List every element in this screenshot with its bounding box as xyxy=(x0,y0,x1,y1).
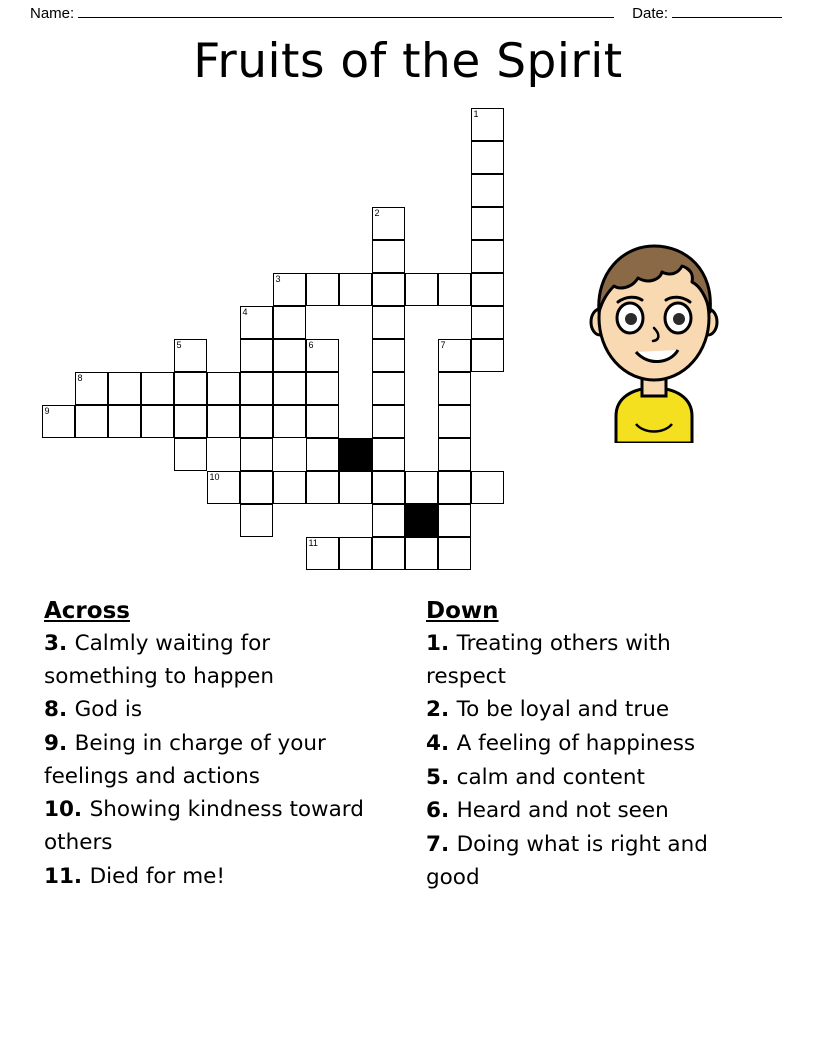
across-clue xyxy=(44,728,374,793)
cell-number: 6 xyxy=(308,340,314,350)
across-clue-list xyxy=(44,628,374,893)
grid-block xyxy=(405,504,438,537)
crossword-grid[interactable] xyxy=(42,108,542,593)
clue-text: To be loyal and true xyxy=(456,697,670,723)
grid-cell[interactable] xyxy=(438,405,471,438)
boy-face-illustration xyxy=(574,238,734,443)
across-clue xyxy=(44,628,374,693)
grid-cell[interactable] xyxy=(141,405,174,438)
grid-cell[interactable] xyxy=(339,537,372,570)
clue-text: Died for me! xyxy=(89,863,226,889)
cell-number: 4 xyxy=(242,307,248,317)
grid-cell[interactable] xyxy=(174,339,207,372)
grid-cell[interactable] xyxy=(75,372,108,405)
grid-cell[interactable] xyxy=(240,438,273,471)
down-column xyxy=(426,598,756,895)
down-clue-list xyxy=(426,628,756,894)
grid-cell[interactable] xyxy=(372,240,405,273)
grid-block xyxy=(339,438,372,471)
grid-cell[interactable] xyxy=(438,504,471,537)
grid-cell[interactable] xyxy=(405,471,438,504)
clue-number: 1. xyxy=(426,631,457,656)
clue-number: 10. xyxy=(44,797,90,823)
grid-cell[interactable] xyxy=(372,372,405,405)
grid-cell[interactable] xyxy=(372,471,405,504)
clue-number: 5. xyxy=(426,764,457,790)
grid-cell[interactable] xyxy=(306,372,339,405)
cell-number: 10 xyxy=(209,472,220,482)
grid-cell[interactable] xyxy=(240,471,273,504)
grid-cell[interactable] xyxy=(273,405,306,438)
grid-cell[interactable] xyxy=(471,240,504,273)
down-clue xyxy=(426,628,756,693)
down-clue xyxy=(426,694,756,727)
grid-cell[interactable] xyxy=(471,471,504,504)
grid-cell[interactable] xyxy=(207,372,240,405)
grid-cell[interactable] xyxy=(438,273,471,306)
grid-cell[interactable] xyxy=(372,273,405,306)
grid-cell[interactable] xyxy=(372,339,405,372)
grid-cell[interactable] xyxy=(471,273,504,306)
clue-text: Doing what is right and good xyxy=(426,832,708,890)
grid-cell[interactable] xyxy=(273,471,306,504)
grid-cell[interactable] xyxy=(108,405,141,438)
clue-text: Calmly waiting for something to happen xyxy=(44,631,275,689)
clue-text: A feeling of happiness xyxy=(456,731,696,757)
cell-number: 1 xyxy=(473,109,479,119)
down-heading: Down xyxy=(426,598,499,624)
grid-cell[interactable] xyxy=(306,405,339,438)
grid-cell[interactable] xyxy=(372,207,405,240)
across-clue xyxy=(44,794,374,859)
cell-number: 8 xyxy=(77,373,83,383)
grid-cell[interactable] xyxy=(471,108,504,141)
cell-number: 7 xyxy=(440,340,446,350)
down-clue xyxy=(426,728,756,761)
clue-text: calm and content xyxy=(456,764,645,790)
cell-number: 5 xyxy=(176,340,182,350)
grid-cell[interactable] xyxy=(240,339,273,372)
grid-cell[interactable] xyxy=(207,471,240,504)
grid-cell[interactable] xyxy=(438,372,471,405)
grid-cell[interactable] xyxy=(372,504,405,537)
cell-number: 11 xyxy=(308,538,318,548)
down-clue xyxy=(426,795,756,828)
name-label: Name: xyxy=(30,5,75,22)
grid-cell[interactable] xyxy=(471,306,504,339)
grid-cell[interactable] xyxy=(372,438,405,471)
grid-cell[interactable] xyxy=(273,306,306,339)
down-clue xyxy=(426,762,756,795)
grid-cell[interactable] xyxy=(306,438,339,471)
clue-text: Showing kindness toward others xyxy=(44,797,364,856)
grid-cell[interactable] xyxy=(42,405,75,438)
grid-cell[interactable] xyxy=(273,372,306,405)
clue-number: 9. xyxy=(44,731,75,757)
date-label: Date: xyxy=(632,5,668,22)
grid-cell[interactable] xyxy=(438,537,471,570)
grid-cell[interactable] xyxy=(306,537,339,570)
clue-number: 6. xyxy=(426,798,457,824)
cell-number: 3 xyxy=(275,274,281,284)
grid-cell[interactable] xyxy=(207,405,240,438)
grid-cell[interactable] xyxy=(174,405,207,438)
clue-number: 8. xyxy=(44,697,75,723)
clue-text: Heard and not seen xyxy=(456,798,669,824)
grid-cell[interactable] xyxy=(273,339,306,372)
grid-cell[interactable] xyxy=(372,306,405,339)
date-write-line[interactable] xyxy=(672,4,782,18)
grid-cell[interactable] xyxy=(339,471,372,504)
grid-cell[interactable] xyxy=(141,372,174,405)
clue-text: Treating others with respect xyxy=(426,631,671,689)
grid-cell[interactable] xyxy=(240,405,273,438)
clue-text: God is xyxy=(74,697,143,723)
grid-cell[interactable] xyxy=(240,372,273,405)
grid-cell[interactable] xyxy=(471,207,504,240)
grid-cell[interactable] xyxy=(405,537,438,570)
down-clue xyxy=(426,829,756,894)
grid-cell[interactable] xyxy=(306,471,339,504)
clue-number: 7. xyxy=(426,832,457,858)
clue-number: 11. xyxy=(44,863,90,889)
grid-cell[interactable] xyxy=(174,438,207,471)
grid-cell[interactable] xyxy=(174,372,207,405)
grid-cell[interactable] xyxy=(240,504,273,537)
grid-cell[interactable] xyxy=(471,174,504,207)
grid-cell[interactable] xyxy=(438,339,471,372)
across-clue xyxy=(44,861,374,894)
grid-cell[interactable] xyxy=(471,339,504,372)
grid-cell[interactable] xyxy=(372,537,405,570)
grid-cell[interactable] xyxy=(405,273,438,306)
clues-section xyxy=(44,598,774,895)
cell-number: 9 xyxy=(44,406,50,416)
grid-cell[interactable] xyxy=(75,405,108,438)
grid-cell[interactable] xyxy=(471,141,504,174)
across-clue xyxy=(44,694,374,727)
grid-cell[interactable] xyxy=(108,372,141,405)
cell-number: 2 xyxy=(374,208,380,218)
name-write-line[interactable] xyxy=(78,4,614,18)
worksheet-header xyxy=(30,4,786,26)
page-title: Fruits of the Spirit xyxy=(193,34,623,89)
clue-number: 2. xyxy=(426,697,457,723)
clue-number: 3. xyxy=(44,631,75,656)
across-heading: Across xyxy=(44,598,130,624)
grid-cell[interactable] xyxy=(240,306,273,339)
grid-cell[interactable] xyxy=(273,273,306,306)
across-column xyxy=(44,598,374,895)
grid-cell[interactable] xyxy=(306,339,339,372)
grid-cell[interactable] xyxy=(438,471,471,504)
grid-cell[interactable] xyxy=(339,273,372,306)
grid-cell[interactable] xyxy=(438,438,471,471)
grid-cell[interactable] xyxy=(372,405,405,438)
clue-text: Being in charge of your feelings and actions xyxy=(44,731,326,789)
grid-cell[interactable] xyxy=(306,273,339,306)
clue-number: 4. xyxy=(426,731,457,757)
